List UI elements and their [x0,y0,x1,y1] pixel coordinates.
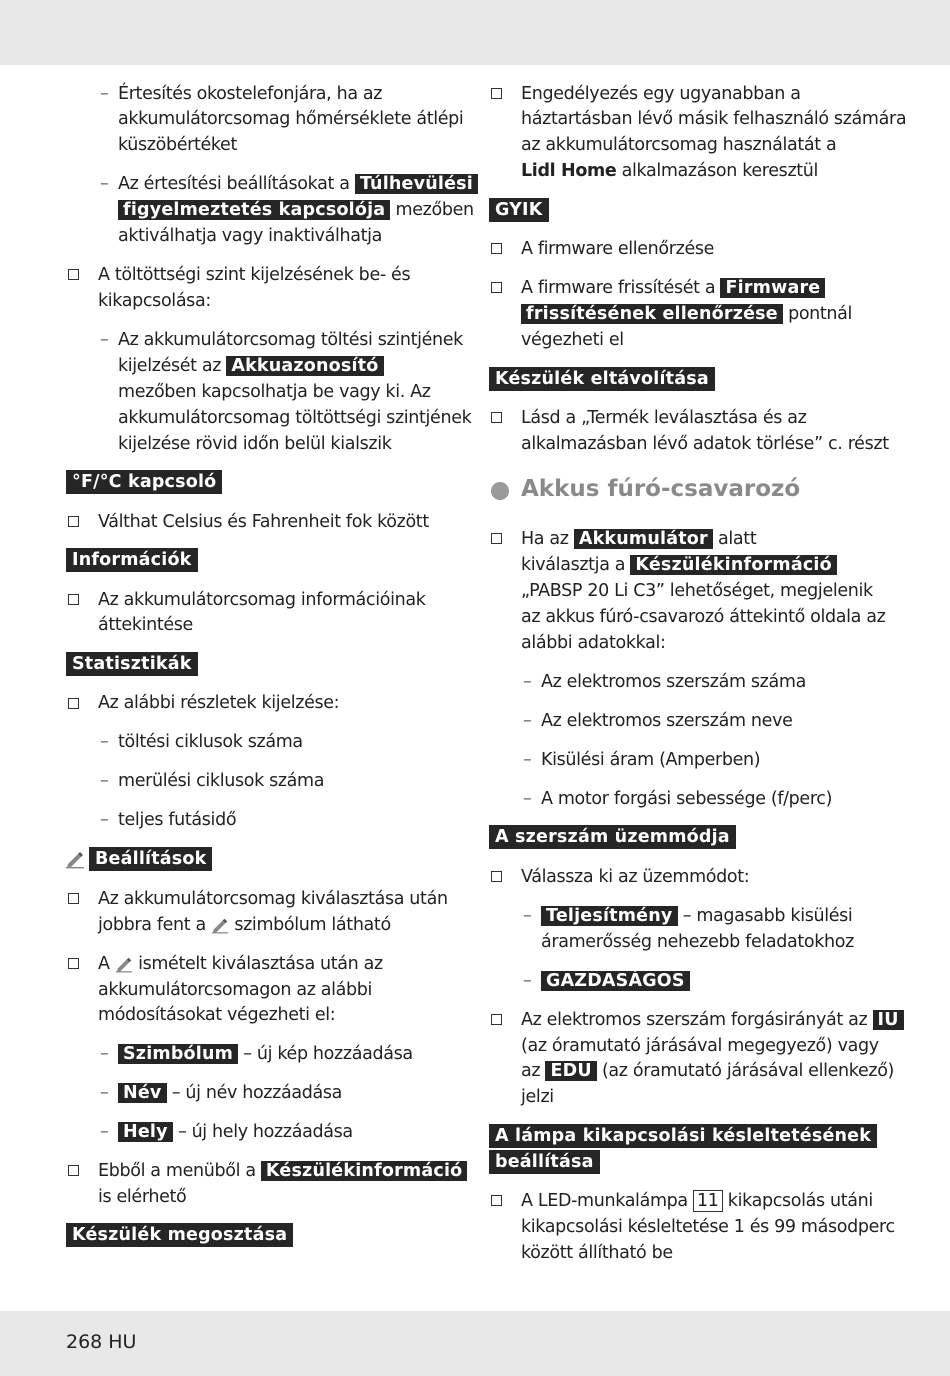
text-line: mezőben kapcsolhatja be vagy ki. Az [118,382,431,402]
text-line: Az akkumulátorcsomag információinak [98,590,426,610]
text: alatt [718,529,757,549]
text: Ebből a menüből a [98,1161,256,1181]
dash: – [523,789,532,809]
dash: – [100,810,109,830]
checkbox-bullet [491,282,502,293]
text: az [521,1061,541,1081]
text-line: áttekintése [98,615,193,635]
ui-label-symbol: Szimbólum [118,1044,238,1064]
text-line: módosításokat végezheti el: [98,1005,336,1025]
heading-lamp-delay-2: beállítása [489,1150,600,1174]
text-line [521,552,837,578]
text: A firmware frissítését a [521,278,716,298]
dash: – [523,971,532,991]
heading-tool-mode: A szerszám üzemmódja [489,825,736,849]
ui-label-firmware-check: frissítésének ellenőrzése [521,304,783,324]
part-number-box: 11 [693,1190,723,1212]
text-line: Engedélyezés egy ugyanabban a [521,84,801,104]
text-line: Értesítés okostelefonjára, ha az [118,84,383,104]
heading-lamp-delay: A lámpa kikapcsolási késleltetésének [489,1124,877,1148]
section-bullet [491,482,509,500]
checkbox-bullet [491,243,502,254]
ui-label-battery-id: Akkuazonosító [226,356,383,376]
text-line [118,197,474,223]
checkbox-bullet [68,958,79,969]
ui-label-battery: Akkumulátor [574,529,713,549]
ui-label-economy: GAZDASÁGOS [541,971,690,991]
ui-label-name: Név [118,1083,167,1103]
checkbox-bullet [68,1165,79,1176]
dash: – [100,732,109,752]
text: kikapcsolás utáni [727,1191,873,1211]
ui-label-overheat: Túlhevülési [355,174,478,194]
heading-fc-switch: °F/°C kapcsoló [66,470,222,494]
text-line: alábbi adatokkal: [521,633,666,653]
text: jobbra fent a [98,915,206,935]
text: A [98,954,110,974]
text: alkalmazáson keresztül [621,161,819,181]
text-line [521,1007,904,1033]
heading-device-remove: Készülék eltávolítása [489,367,715,391]
text-line: kijelzése rövid időn belül kialszik [118,434,392,454]
text-line: között állítható be [521,1243,673,1263]
dash: – [523,906,532,926]
dash: – [523,672,532,692]
text-line [521,1058,894,1084]
text-line: Lásd a „Termék leválasztása és az [521,408,807,428]
dash: – [100,1044,109,1064]
text-line: töltési ciklusok száma [118,732,303,752]
checkbox-bullet [491,1195,502,1206]
ui-label-device-info: Készülékinformáció [261,1161,467,1181]
section-title: Akkus fúró-csavarozó [521,476,801,502]
checkbox-bullet [491,871,502,882]
ui-label-firmware: Firmware [720,278,825,298]
text: kijelzését az [118,356,222,376]
ui-label-device-info: Készülékinformáció [630,555,836,575]
checkbox-bullet [491,88,502,99]
heading-statistics: Statisztikák [66,652,198,676]
page-footer [66,1331,142,1353]
bottom-bar [0,1311,950,1376]
ui-label-overheat-switch: figyelmeztetés kapcsolója [118,200,390,220]
dash: – [100,771,109,791]
text-line [118,1119,353,1145]
checkbox-bullet [68,698,79,709]
text: szimbólum látható [234,915,391,935]
text-line: alkalmazásban lévő adatok törlése” c. részt [521,434,889,454]
text-line: az akkumulátorcsomag használatát a [521,135,837,155]
text: – új kép hozzáadása [243,1044,413,1064]
text-line [521,526,756,552]
text-line: Az akkumulátorcsomag töltési szintjének [118,330,463,350]
pencil-icon [211,916,229,934]
checkbox-bullet [68,893,79,904]
text-line: akkumulátorcsomag hőmérséklete átlépi [118,109,464,129]
text-line [541,968,690,994]
text-line [118,353,384,379]
text-line [98,1158,467,1184]
text-line: „PABSP 20 Li C3” lehetőséget, megjelenik [521,581,873,601]
text-line: küszöbértéket [118,135,237,155]
text: A LED-munkalámpa [521,1191,688,1211]
text-line [541,903,852,929]
ui-label-performance: Teljesítmény [541,906,678,926]
text-line: Kisülési áram (Amperben) [541,750,761,770]
text-line: teljes futásidő [118,810,237,830]
text: – új hely hozzáadása [177,1122,353,1142]
text-line [98,951,383,977]
text-line [118,171,478,197]
text-line: A motor forgási sebessége (f/perc) [541,789,833,809]
text: – új név hozzáadása [171,1083,342,1103]
text-line: Az akkumulátorcsomag kiválasztása után [98,889,448,909]
dash: – [523,750,532,770]
language-code: HU [108,1331,137,1353]
text: – magasabb kisülési [682,906,853,926]
text-line [521,158,818,184]
text-line: áramerősség nehezebb feladatokhoz [541,932,854,952]
checkbox-bullet [491,1014,502,1025]
text-line: akkumulátorcsomagon az alábbi [98,980,373,1000]
heading-faq: GYIK [489,198,549,222]
text: Az értesítési beállításokat a [118,174,350,194]
text-line: Az elektromos szerszám neve [541,711,793,731]
text-line: aktiválhatja vagy inaktiválhatja [118,226,382,246]
text-line: Az elektromos szerszám száma [541,672,806,692]
text-line: (az óramutató járásával megegyező) vagy [521,1036,879,1056]
text-line: is elérhető [98,1187,187,1207]
heading-settings: Beállítások [89,847,212,871]
pencil-icon [65,849,85,869]
text-line [118,1041,413,1067]
page-number: 268 [66,1331,103,1353]
text: mezőben [395,200,474,220]
pencil-icon [115,955,133,973]
app-name: Lidl Home [521,161,617,181]
checkbox-bullet [491,533,502,544]
dash: – [100,1122,109,1142]
text-line [521,1188,873,1214]
text-line [98,912,391,938]
heading-info: Információk [66,548,198,572]
text: Az elektromos szerszám forgásirányát az [521,1010,868,1030]
text-line: kikapcsolási késleltetése 1 és 99 másodperc [521,1217,895,1237]
text: ismételt kiválasztása után az [138,954,383,974]
dash: – [100,84,109,104]
ui-label-iu: IU [873,1010,904,1030]
text: pontnál [788,304,853,324]
text: Ha az [521,529,569,549]
text-line: az akkus fúró-csavarozó áttekintő oldala az [521,607,886,627]
text-line: Válassza ki az üzemmódot: [521,867,750,887]
top-bar [0,0,950,65]
checkbox-bullet [491,412,502,423]
text-line [521,275,825,301]
text-line: jelzi [521,1087,554,1107]
dash: – [523,711,532,731]
text-line: merülési ciklusok száma [118,771,325,791]
dash: – [100,174,109,194]
ui-label-location: Hely [118,1122,173,1142]
text-line: kikapcsolása: [98,291,211,311]
text-line: háztartásban lévő másik felhasználó számára [521,109,907,129]
text-line: A töltöttségi szint kijelzésének be- és [98,265,411,285]
text-line [118,1080,342,1106]
checkbox-bullet [68,269,79,280]
text: kiválasztja a [521,555,626,575]
checkbox-bullet [68,516,79,527]
dash: – [100,330,109,350]
text-line: A firmware ellenőrzése [521,239,715,259]
ui-label-edu: EDU [545,1061,596,1081]
text: (az óramutató járásával ellenkező) [601,1061,895,1081]
text-line: akkumulátorcsomag töltöttségi szintjének [118,408,472,428]
text-line: Válthat Celsius és Fahrenheit fok között [98,512,429,532]
text-line [521,301,852,327]
text-line: végezheti el [521,330,624,350]
text-line: Az alábbi részletek kijelzése: [98,693,340,713]
checkbox-bullet [68,594,79,605]
dash: – [100,1083,109,1103]
heading-device-share: Készülék megosztása [66,1223,293,1247]
